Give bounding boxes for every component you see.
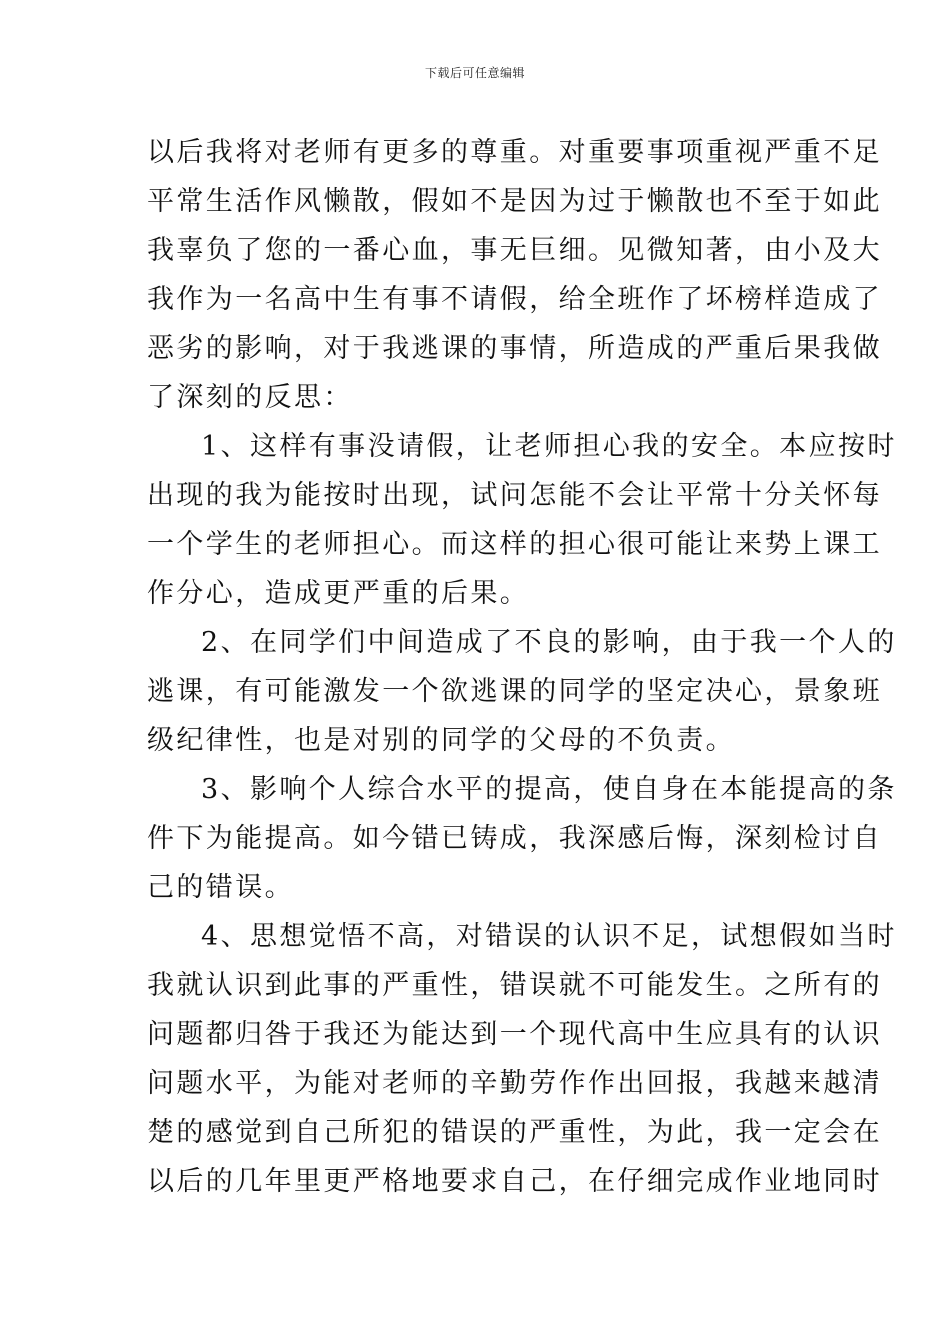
paragraph-start-line: 3、影响个人综合水平的提高，使自身在本能提高的条 <box>201 774 897 805</box>
text-line: 了深刻的反思： <box>147 382 353 413</box>
text-line: 我作为一名高中生有事不请假，给全班作了坏榜样造成了 <box>147 284 882 315</box>
text-line: 件下为能提高。如今错已铸成，我深感后悔，深刻检讨自 <box>147 823 882 854</box>
text-line: 逃课，有可能激发一个欲逃课的同学的坚定决心，景象班 <box>147 676 882 707</box>
text-line: 级纪律性，也是对别的同学的父母的不负责。 <box>147 725 735 756</box>
paragraph-start-line: 2、在同学们中间造成了不良的影响，由于我一个人的 <box>201 627 897 658</box>
text-line: 一个学生的老师担心。而这样的担心很可能让来势上课工 <box>147 529 882 560</box>
text-line: 以后我将对老师有更多的尊重。对重要事项重视严重不足 <box>147 137 882 168</box>
paragraph-start-line: 1、这样有事没请假，让老师担心我的安全。本应按时 <box>201 431 897 462</box>
page-header: 下载后可任意编辑 <box>424 66 525 80</box>
text-line: 己的错误。 <box>147 872 294 903</box>
text-line: 出现的我为能按时出现，试问怎能不会让平常十分关怀每 <box>147 480 882 511</box>
text-line: 问题都归咎于我还为能达到一个现代高中生应具有的认识 <box>147 1019 882 1050</box>
text-line: 作分心，造成更严重的后果。 <box>147 578 530 609</box>
text-line: 我就认识到此事的严重性，错误就不可能发生。之所有的 <box>147 970 882 1001</box>
text-line: 问题水平，为能对老师的辛勤劳作作出回报，我越来越清 <box>147 1068 882 1099</box>
text-line: 以后的几年里更严格地要求自己，在仔细完成作业地同时 <box>147 1166 882 1197</box>
text-line: 平常生活作风懒散，假如不是因为过于懒散也不至于如此 <box>147 186 882 217</box>
paragraph-start-line: 4、思想觉悟不高，对错误的认识不足，试想假如当时 <box>201 921 897 952</box>
document-body <box>147 128 897 1206</box>
text-line: 恶劣的影响，对于我逃课的事情，所造成的严重后果我做 <box>147 333 882 364</box>
text-line: 楚的感觉到自己所犯的错误的严重性，为此，我一定会在 <box>147 1117 882 1148</box>
text-line: 我辜负了您的一番心血，事无巨细。见微知著，由小及大 <box>147 235 882 266</box>
